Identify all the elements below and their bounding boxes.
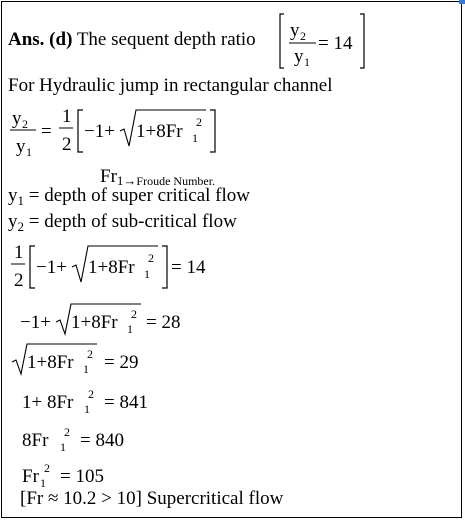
step-6 — [8, 456, 208, 490]
svg-text:Fr: Fr — [22, 466, 39, 487]
formula-sub1: 1 — [192, 131, 198, 145]
formula-lhs-num: y — [12, 108, 22, 129]
sequent-depth-formula — [6, 100, 226, 160]
svg-text:1: 1 — [84, 402, 90, 416]
answer-line — [8, 28, 256, 52]
svg-text:2: 2 — [64, 425, 70, 439]
step-3-result: = 29 — [104, 352, 139, 373]
step-5 — [8, 420, 208, 454]
svg-text:1+8Fr: 1+8Fr — [71, 312, 118, 333]
svg-text:1: 1 — [14, 242, 24, 263]
ratio-num: y — [290, 20, 300, 41]
svg-text:1+ 8Fr: 1+ 8Fr — [22, 392, 74, 413]
formula-half-den: 2 — [62, 134, 72, 155]
svg-text:2: 2 — [14, 270, 24, 291]
svg-text:2: 2 — [87, 347, 93, 361]
svg-text:1: 1 — [127, 322, 133, 336]
intro-line: For Hydraulic jump in rectangular channel — [8, 75, 333, 96]
svg-text:1: 1 — [83, 362, 89, 376]
step-1 — [6, 236, 226, 294]
ratio-den: y — [294, 46, 304, 67]
formula-half-num: 1 — [62, 106, 72, 127]
formula-inner: 1+8Fr — [136, 121, 183, 142]
ratio-num-sub: 2 — [300, 29, 306, 43]
answer-label: Ans. (d) — [8, 29, 73, 50]
step-4-result: = 841 — [104, 392, 148, 413]
ratio-value: = 14 — [318, 33, 353, 54]
ratio-bracket-expression — [278, 12, 368, 70]
svg-text:1: 1 — [40, 476, 46, 490]
svg-text:1+8Fr: 1+8Fr — [88, 257, 135, 278]
svg-text:2: 2 — [88, 387, 94, 401]
step-4 — [8, 382, 208, 416]
svg-text:−1+: −1+ — [36, 257, 67, 278]
step-6-result: = 105 — [60, 466, 104, 487]
formula-lhs-den-sub: 1 — [26, 145, 32, 159]
step-5-result: = 840 — [80, 430, 124, 451]
svg-text:1: 1 — [144, 267, 150, 281]
svg-text:2: 2 — [44, 461, 50, 475]
svg-text:8Fr: 8Fr — [22, 430, 49, 451]
svg-text:2: 2 — [131, 307, 137, 321]
conclusion: [Fr ≈ 10.2 > 10] Supercritical flow — [20, 488, 284, 509]
svg-text:2: 2 — [148, 251, 154, 265]
svg-text:1: 1 — [60, 440, 66, 454]
definition-y2: $y_2$ = depth of sub-critical flow — [8, 211, 237, 234]
svg-text:1+8Fr: 1+8Fr — [27, 352, 74, 373]
step-1-result: = 14 — [171, 257, 206, 278]
formula-eq: = — [41, 121, 52, 142]
step-2-result: = 28 — [146, 312, 181, 333]
ratio-den-sub: 1 — [304, 55, 310, 69]
formula-lhs-den: y — [16, 136, 26, 157]
froude-note: Fr1→Froude Number. — [100, 166, 216, 188]
formula-sup2: 2 — [196, 115, 202, 129]
svg-text:−1+: −1+ — [20, 312, 51, 333]
formula-lhs-num-sub: 2 — [22, 117, 28, 131]
formula-minus-one: −1+ — [84, 121, 115, 142]
step-2 — [8, 300, 208, 336]
definition-y1: $y_1$ = depth of super critical flow — [8, 185, 250, 208]
step-3 — [8, 340, 208, 376]
window-edge — [459, 0, 465, 4]
answer-text: The sequent depth ratio — [76, 29, 256, 50]
